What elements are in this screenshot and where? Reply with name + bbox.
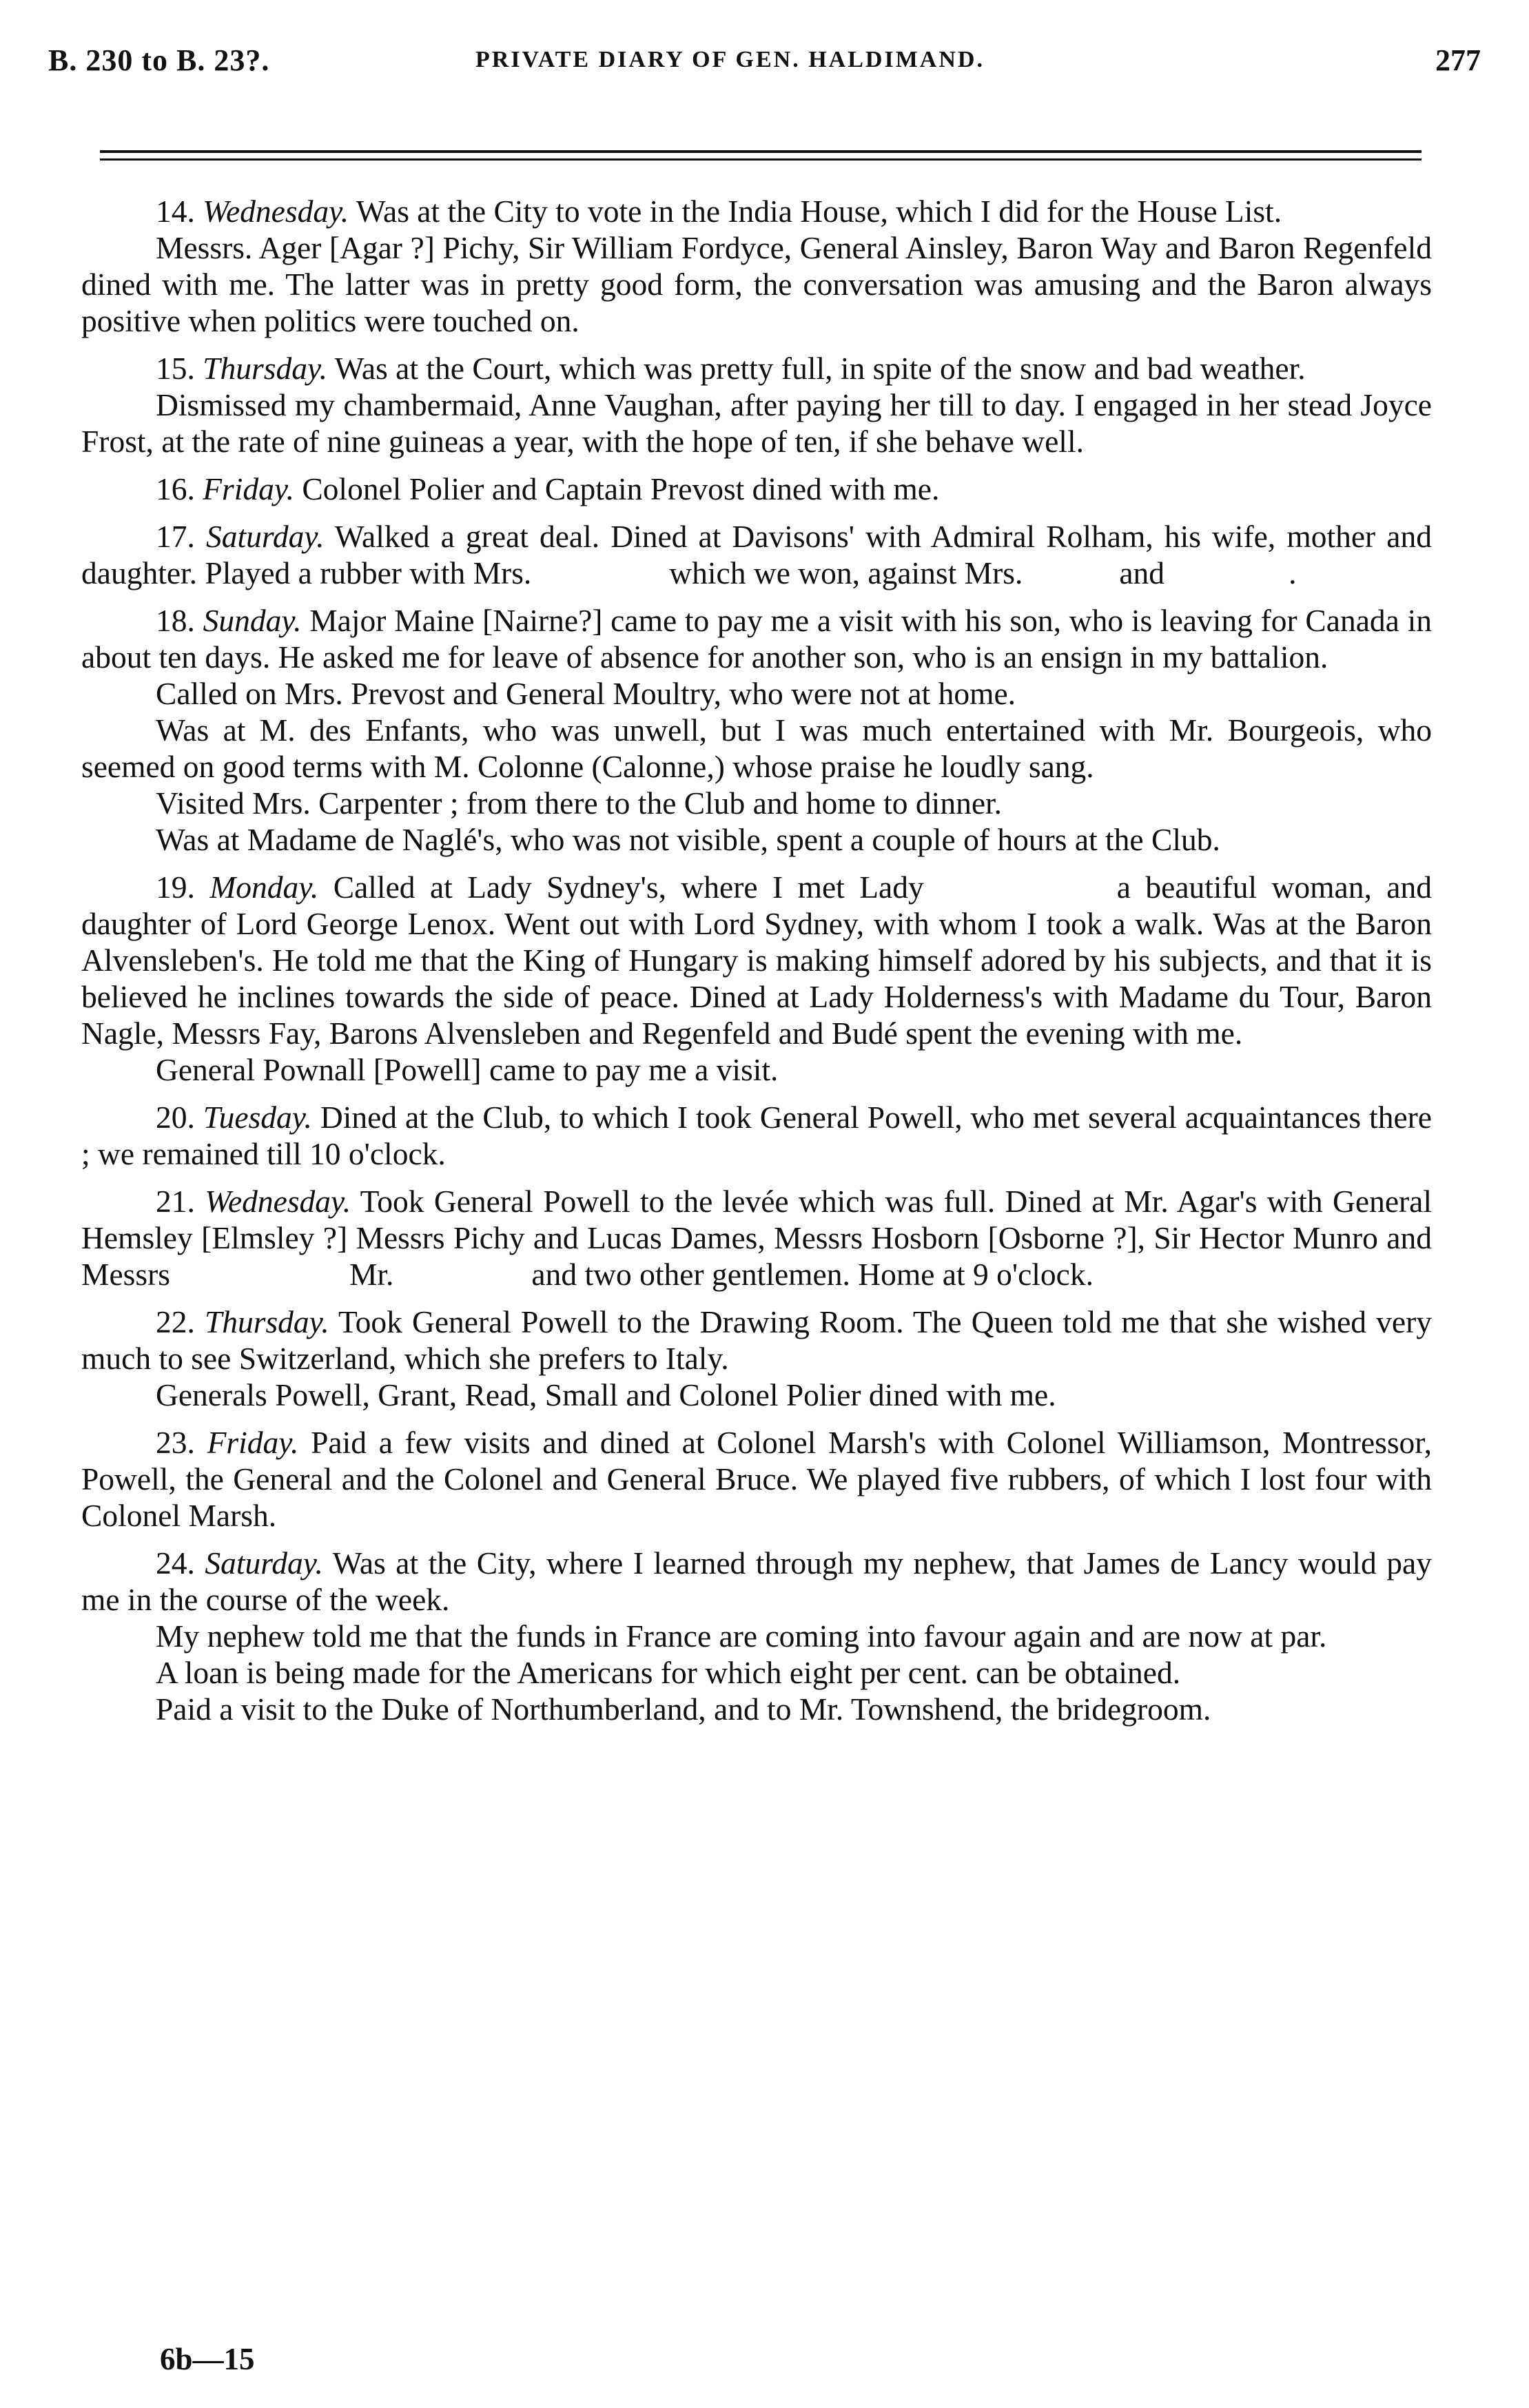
entry-text: Was at the City to vote in the India House, which I did for the House List. [349, 194, 1282, 229]
diary-paragraph [81, 869, 1432, 1051]
diary-paragraph [81, 1618, 1432, 1654]
diary-paragraph [81, 1654, 1432, 1691]
diary-paragraph [81, 712, 1432, 785]
entry-day: Wednesday. [205, 1184, 351, 1219]
entry-text: My nephew told me that the funds in France are coming into favour again and are now at par. [156, 1618, 1327, 1654]
diary-paragraph [81, 821, 1432, 858]
running-title: PRIVATE DIARY OF GEN. HALDIMAND. [475, 47, 985, 72]
entry-day: Tuesday. [203, 1100, 312, 1135]
entry-text: Dined at the Club, to which I took General Powell, who met several acquaintances there ; we remained till 10 o'clock. [81, 1100, 1432, 1171]
diary-paragraph [81, 1051, 1432, 1088]
entry-text: Major Maine [Nairne?] came to pay me a visit with his son, who is leaving for Canada in about ten days. He asked me for leave of absence for another son, who is an ensign in my battalion. [81, 603, 1433, 675]
entry-text: Was at M. des Enfants, who was unwell, but I was much entertained with Mr. Bourgeois, who seemed on good terms with M. Colonne (Calonne,) whose praise he loudly sang. [81, 712, 1432, 784]
entry-text: Messrs. Ager [Agar ?] Pichy, Sir William Fordyce, General Ainsley, Baron Way and Baron Regenfeld dined with me. The latter was in pretty good form, the conversation was amusing and the Baron always positive when politics were touched on. [81, 230, 1432, 338]
entry-text: which we won, against Mrs. [669, 555, 1023, 590]
entry-date: 17. [156, 519, 206, 554]
entry-day: Friday. [207, 1425, 299, 1460]
diary-paragraph [81, 1545, 1432, 1618]
entry-date: 20. [156, 1100, 203, 1135]
page-number: 277 [1435, 43, 1481, 77]
entry-text: Called on Mrs. Prevost and General Moultry, who were not at home. [156, 676, 1016, 711]
entry-text: Called at Lady Sydney's, where I met Lady [318, 869, 924, 905]
entry-text: Paid a visit to the Duke of Northumberland, and to Mr. Townshend, the bridegroom. [156, 1691, 1211, 1727]
entry-text: a beautiful woman, and daughter of Lord George Lenox. Went out with Lord Sydney, with whom I took a walk. Was at the Baron Alvensleben's. He told me that the King of Hungary is making himself adored by his subjects, and that it is believed he inclines towards the side of peace. Dined at Lady Holderness's with Madame du Tour, Baron Nagle, Messrs Fay, Barons Alvensleben and Regenfeld and Budé spent the evening with me. [81, 869, 1432, 1051]
diary-paragraph [81, 229, 1432, 339]
entry-date: 18. [156, 603, 203, 638]
entry-day: Thursday. [203, 351, 328, 386]
diary-paragraph [81, 350, 1432, 387]
entry-text: Colonel Polier and Captain Prevost dined with me. [294, 471, 940, 506]
entry-text: Took General Powell to the Drawing Room. The Queen told me that she wished very much to see Switzerland, which she prefers to Italy. [81, 1304, 1432, 1376]
entry-text: Dismissed my chambermaid, Anne Vaughan, after paying her till to day. I engaged in her stead Joyce Frost, at the rate of nine guineas a year, with the hope of ten, if she behave well. [81, 387, 1432, 459]
header-rule-thick [100, 150, 1422, 153]
entry-day: Monday. [209, 869, 319, 905]
volume-reference: B. 230 to B. 23?. [48, 43, 270, 77]
entry-date: 14. [156, 194, 203, 229]
entry-text: and two other gentlemen. Home at 9 o'clock. [531, 1257, 1094, 1292]
diary-paragraph [81, 675, 1432, 712]
entry-day: Saturday. [205, 1545, 323, 1581]
diary-paragraph [81, 1304, 1432, 1377]
entry-text: Took General Powell to the levée which was full. Dined at Mr. Agar's with General Hemsley [Elmsley ?] Messrs Pichy and Lucas Dames, Messrs Hosborn [Osborne ?], Sir Hector Munro and Messrs [81, 1184, 1433, 1292]
entry-text: General Pownall [Powell] came to pay me a visit. [156, 1052, 779, 1087]
diary-paragraph [81, 1183, 1432, 1293]
entry-day: Sunday. [203, 603, 302, 638]
entry-date: 23. [156, 1425, 207, 1460]
entry-date: 19. [156, 869, 210, 905]
entry-date: 22. [156, 1304, 205, 1339]
diary-paragraph [81, 602, 1432, 675]
entry-text: and [1119, 555, 1165, 590]
diary-paragraph [81, 471, 1432, 507]
entry-day: Friday. [203, 471, 294, 506]
entry-text: A loan is being made for the Americans for which eight per cent. can be obtained. [156, 1655, 1181, 1690]
diary-paragraph [81, 785, 1432, 821]
header-rule-thin [100, 158, 1422, 161]
diary-paragraph [81, 193, 1432, 229]
entry-text: Visited Mrs. Carpenter ; from there to the Club and home to dinner. [156, 785, 1003, 821]
diary-body [81, 193, 1432, 1727]
entry-day: Saturday. [205, 519, 325, 554]
diary-paragraph [81, 1099, 1432, 1172]
diary-paragraph [81, 1691, 1432, 1727]
diary-paragraph [81, 387, 1432, 460]
diary-paragraph [81, 1377, 1432, 1413]
signature-mark: 6b—15 [160, 2342, 255, 2376]
entry-date: 24. [156, 1545, 205, 1581]
entry-day: Thursday. [204, 1304, 329, 1339]
entry-text: Was at the Court, which was pretty full, in spite of the snow and bad weather. [327, 351, 1306, 386]
entry-text: Was at Madame de Naglé's, who was not visible, spent a couple of hours at the Club. [156, 822, 1220, 857]
diary-paragraph [81, 518, 1432, 591]
entry-text: Walked a great deal. Dined at Davisons' with Admiral Rolham, his wife, mother and daughter. Played a rubber with Mrs. [81, 519, 1432, 590]
running-header [48, 43, 1481, 91]
entry-date: 21. [156, 1184, 205, 1219]
entry-date: 16. [156, 471, 203, 506]
entry-date: 15. [156, 351, 203, 386]
entry-text: Paid a few visits and dined at Colonel Marsh's with Colonel Williamson, Montressor, Powell, the General and the Colonel and General Bruce. We played five rubbers, of which I lost four with Colonel Marsh. [81, 1425, 1433, 1533]
entry-text: . [1289, 555, 1297, 590]
entry-day: Wednesday. [203, 194, 349, 229]
diary-paragraph [81, 1424, 1432, 1534]
entry-text: Mr. [349, 1257, 394, 1292]
entry-text: Generals Powell, Grant, Read, Small and Colonel Polier dined with me. [156, 1377, 1056, 1412]
entry-text: Was at the City, where I learned through my nephew, that James de Lancy would pay me in the course of the week. [81, 1545, 1432, 1617]
